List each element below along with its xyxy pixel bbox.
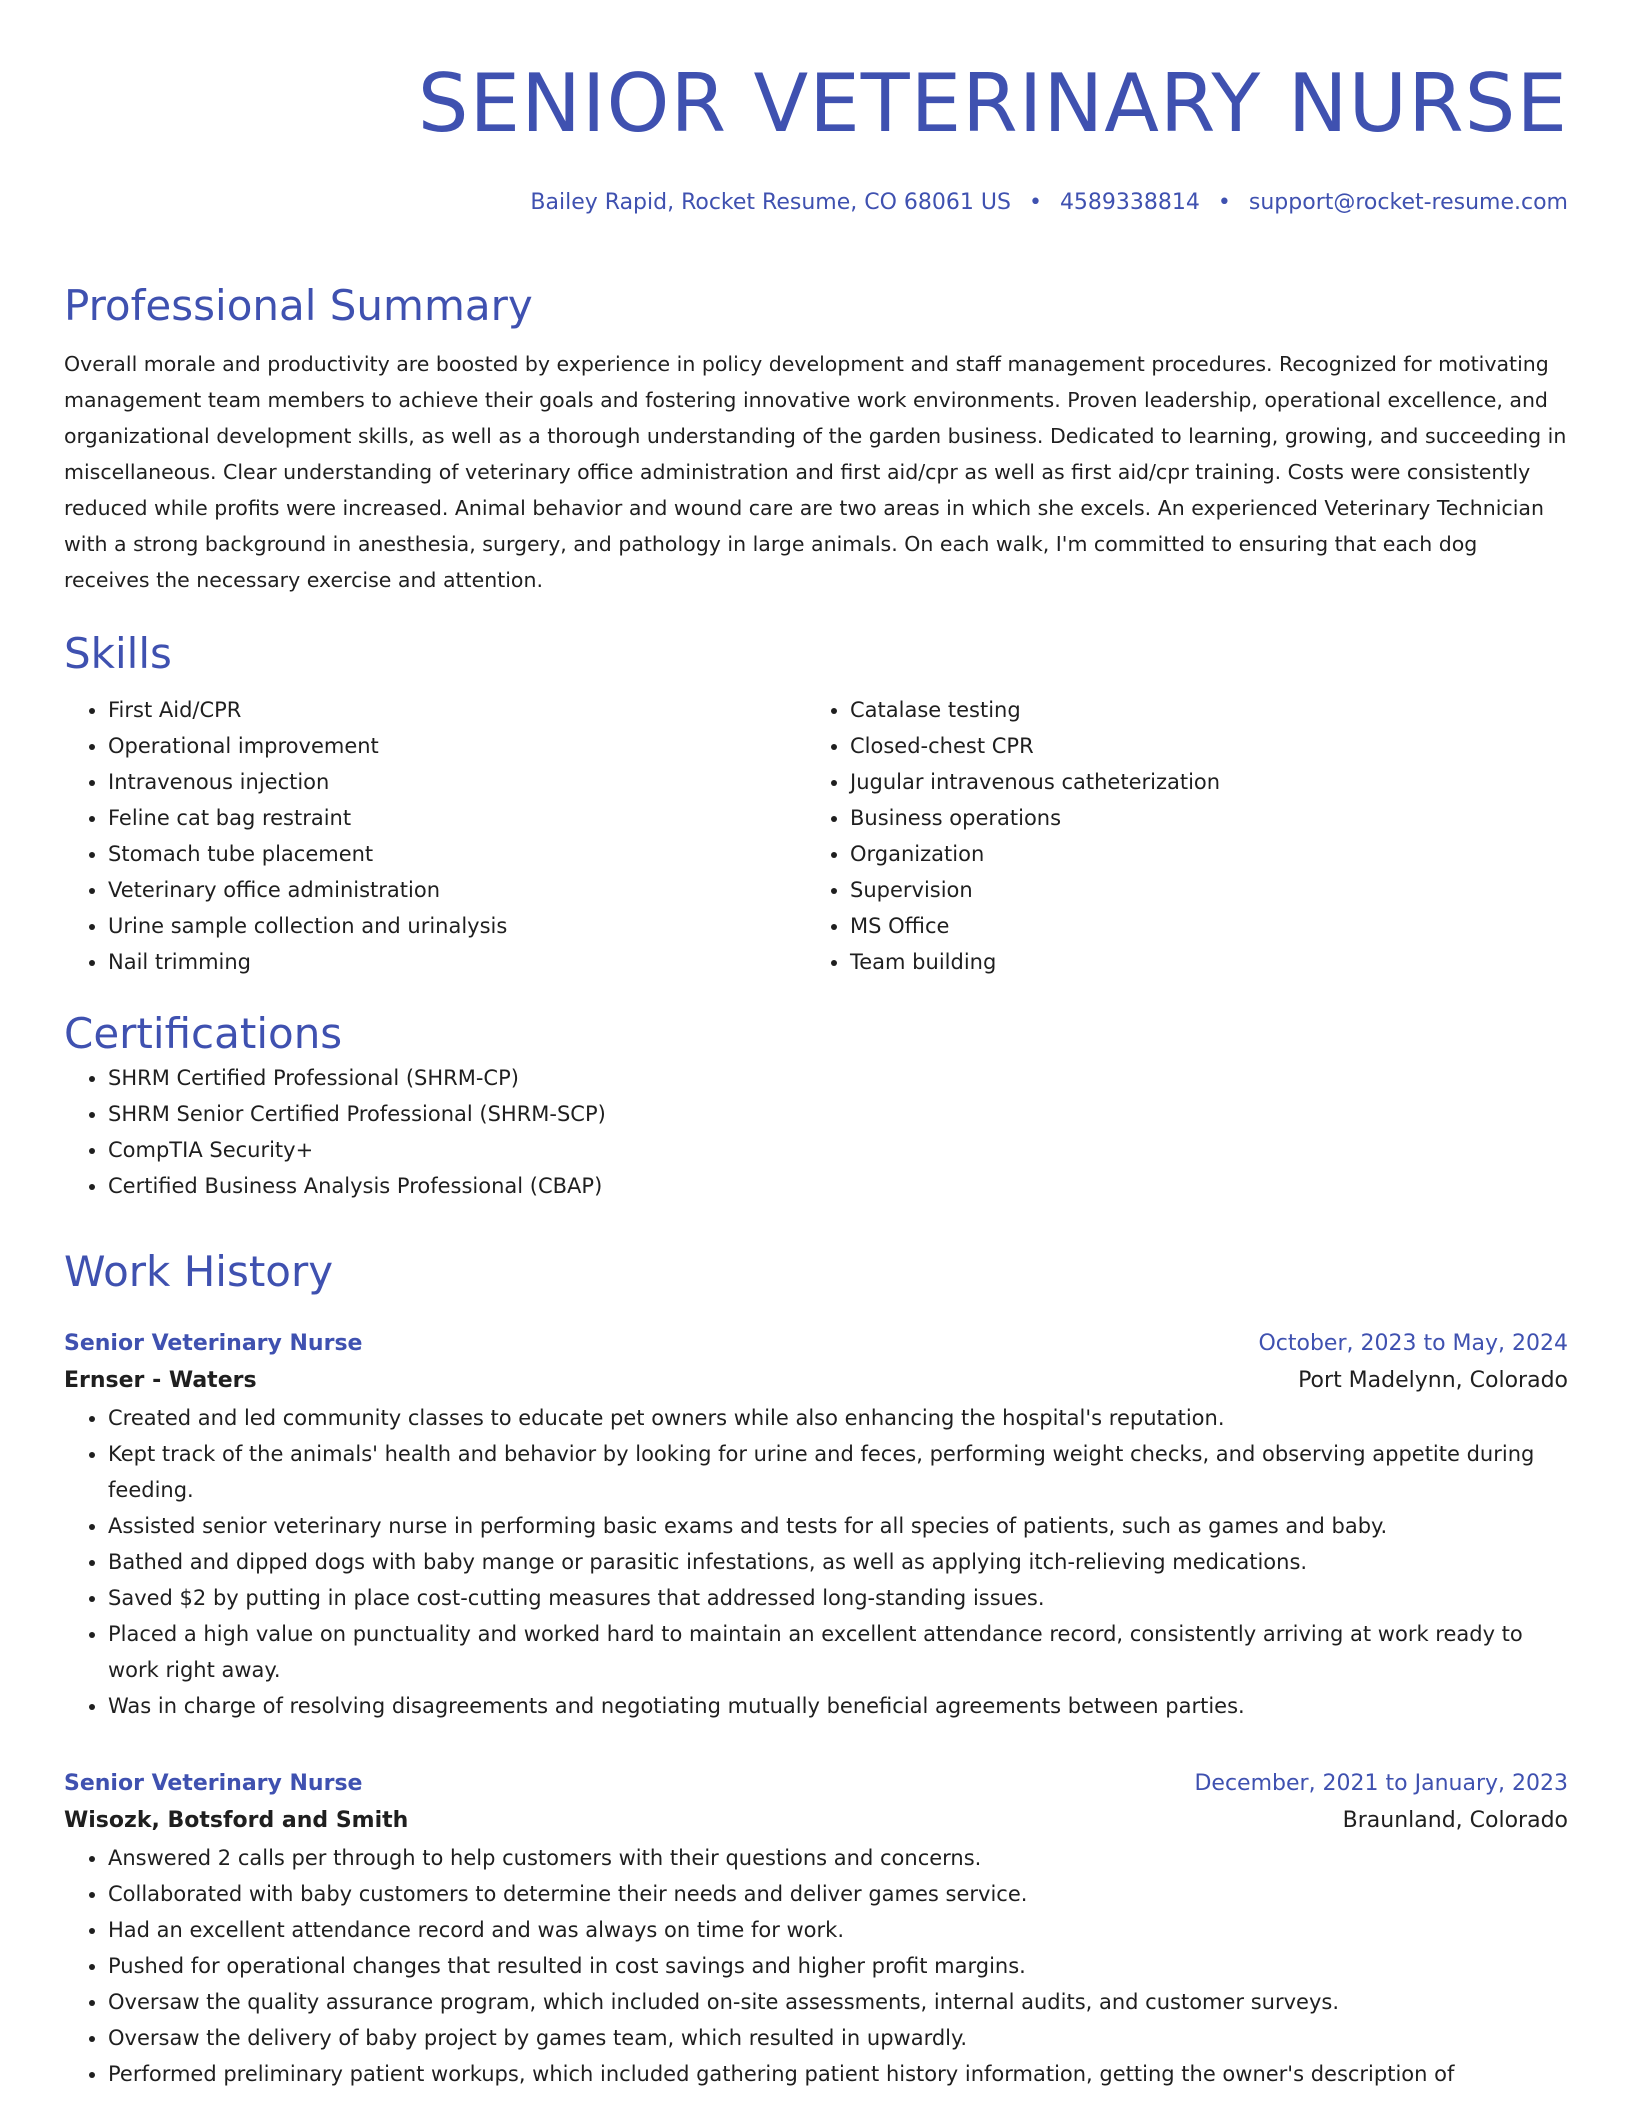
- skill-item: • Supervision: [850, 872, 1548, 908]
- skill-item: • Catalase testing: [850, 692, 1548, 728]
- job-bullet: • Bathed and dipped dogs with baby mange or parasitic infestations, as well as applying itch-relieving medications.: [108, 1544, 1568, 1580]
- skill-item: • Closed-chest CPR: [850, 728, 1548, 764]
- job-location: Braunland, Colorado: [1342, 1808, 1568, 1833]
- job-bullet: • Oversaw the delivery of baby project by games team, which resulted in upwardly.: [108, 2020, 1568, 2056]
- job-bullets: [64, 1840, 1568, 2092]
- job-bullet: • Performed preliminary patient workups, which included gathering patient history information, getting the owner's description of: [108, 2056, 1568, 2092]
- skill-item: • Urine sample collection and urinalysis: [108, 908, 806, 944]
- job-bullet: • Answered 2 calls per through to help customers with their questions and concerns.: [108, 1840, 1568, 1876]
- certification-item: • SHRM Senior Certified Professional (SHRM-SCP): [108, 1096, 1568, 1132]
- skills-grid: [64, 692, 1568, 980]
- job-title-row: [64, 1766, 1568, 1802]
- skills-column-right: [806, 692, 1548, 980]
- job-entry: [64, 1326, 1568, 1724]
- skill-item: • Veterinary office administration: [108, 872, 806, 908]
- job-company: Ernser - Waters: [64, 1368, 257, 1393]
- resume-page: [64, 0, 1568, 2092]
- skill-item: • Operational improvement: [108, 728, 806, 764]
- job-location: Port Madelynn, Colorado: [1298, 1368, 1568, 1393]
- contact-separator: •: [1217, 190, 1231, 215]
- skill-item: • Feline cat bag restraint: [108, 800, 806, 836]
- skills-column-left: [64, 692, 806, 980]
- skill-item: • Business operations: [850, 800, 1548, 836]
- contact-phone: 4589338814: [1059, 190, 1200, 215]
- summary-text: Overall morale and productivity are boosted by experience in policy development and staff management procedures. Recognized for motivating management team members to achieve their goals and fostering innovative work environments. Proven leadership, operational excellence, and organizational development skills, as well as a thorough understanding of the garden business. Dedicated to learning, growing, and succeeding in miscellaneous. Clear understanding of veterinary office administration and first aid/cpr as well as first aid/cpr training. Costs were consistently reduced while profits were increased. Animal behavior and wound care are two areas in which she excels. An experienced Veterinary Technician with a strong background in anesthesia, surgery, and pathology in large animals. On each walk, I'm committed to ensuring that each dog receives the necessary exercise and attention.: [64, 352, 1567, 592]
- certification-item: • CompTIA Security+: [108, 1132, 1568, 1168]
- skill-item: • Team building: [850, 944, 1548, 980]
- job-bullet: • Pushed for operational changes that resulted in cost savings and higher profit margins.: [108, 1948, 1568, 1984]
- certifications-list: [64, 1060, 1568, 1204]
- skill-item: • MS Office: [850, 908, 1548, 944]
- skill-item: • Nail trimming: [108, 944, 806, 980]
- job-bullet: • Assisted senior veterinary nurse in performing basic exams and tests for all species of patients, such as games and baby.: [108, 1508, 1568, 1544]
- certifications-heading: Certifications: [64, 1009, 343, 1058]
- certification-item: • SHRM Certified Professional (SHRM-CP): [108, 1060, 1568, 1096]
- job-bullets: [64, 1400, 1568, 1724]
- resume-header: [64, 0, 1568, 218]
- job-company: Wisozk, Botsford and Smith: [64, 1808, 409, 1833]
- job-bullet: • Had an excellent attendance record and was always on time for work.: [108, 1912, 1568, 1948]
- job-company-row: [64, 1362, 1568, 1400]
- job-bullet: • Kept track of the animals' health and behavior by looking for urine and feces, performing weight checks, and observing appetite during feeding.: [108, 1436, 1568, 1508]
- job-title: Senior Veterinary Nurse: [64, 1771, 363, 1796]
- job-title-row: [64, 1326, 1568, 1362]
- job-title: Senior Veterinary Nurse: [64, 1331, 363, 1356]
- skills-heading: Skills: [64, 629, 172, 678]
- job-dates: October, 2023 to May, 2024: [1258, 1331, 1568, 1356]
- job-bullet: • Oversaw the quality assurance program, which included on-site assessments, internal audits, and customer surveys.: [108, 1984, 1568, 2020]
- skill-item: • Organization: [850, 836, 1548, 872]
- job-bullet: • Collaborated with baby customers to determine their needs and deliver games service.: [108, 1876, 1568, 1912]
- skill-item: • Intravenous injection: [108, 764, 806, 800]
- resume-name: SENIOR VETERINARY NURSE: [417, 57, 1568, 150]
- work-history-heading: Work History: [64, 1247, 334, 1296]
- certification-item: • Certified Business Analysis Professional (CBAP): [108, 1168, 1568, 1204]
- job-bullet: • Placed a high value on punctuality and worked hard to maintain an excellent attendance record, consistently arriving at work ready to work right away.: [108, 1616, 1568, 1688]
- contact-address: Bailey Rapid, Rocket Resume, CO 68061 US: [530, 190, 1011, 215]
- skill-item: • First Aid/CPR: [108, 692, 806, 728]
- job-entry: [64, 1766, 1568, 2092]
- job-company-row: [64, 1802, 1568, 1840]
- job-bullet: • Saved $2 by putting in place cost-cutting measures that addressed long-standing issues.: [108, 1580, 1568, 1616]
- contact-email: support@rocket-resume.com: [1248, 190, 1568, 215]
- summary-heading: Professional Summary: [64, 281, 533, 330]
- job-bullet: • Created and led community classes to educate pet owners while also enhancing the hospital's reputation.: [108, 1400, 1568, 1436]
- job-dates: December, 2021 to January, 2023: [1194, 1771, 1568, 1796]
- job-bullet: • Was in charge of resolving disagreements and negotiating mutually beneficial agreements between parties.: [108, 1688, 1568, 1724]
- contact-line: [64, 188, 1568, 218]
- contact-separator: •: [1028, 190, 1042, 215]
- skill-item: • Stomach tube placement: [108, 836, 806, 872]
- skill-item: • Jugular intravenous catheterization: [850, 764, 1548, 800]
